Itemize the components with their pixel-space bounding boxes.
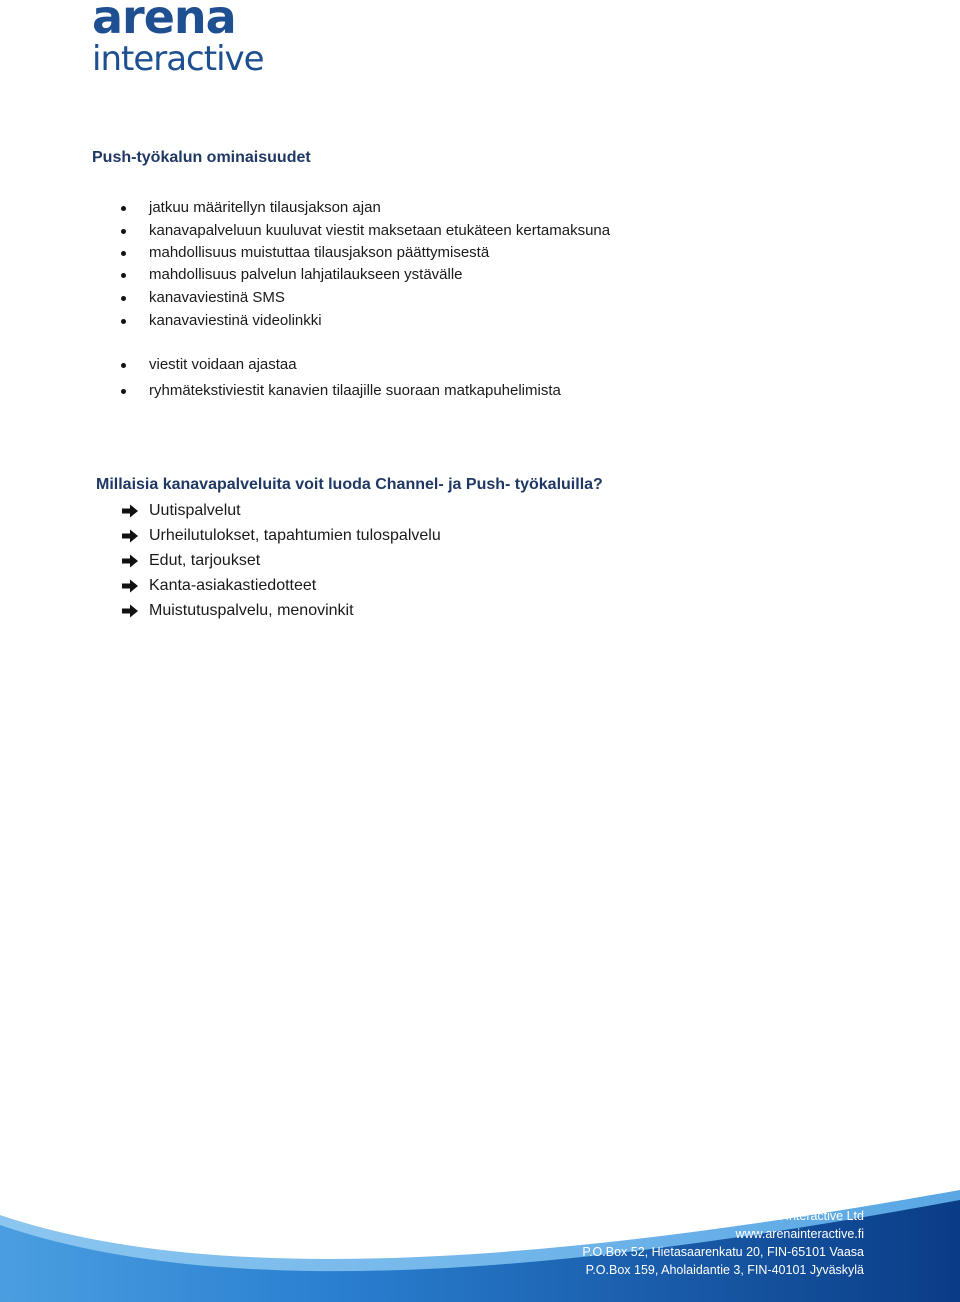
footer-address-jyvaskyla: P.O.Box 159, Aholaidantie 3, FIN-40101 Jyväskylä — [585, 1263, 864, 1277]
footer-website-link[interactable]: www.arenainteractive.fi — [735, 1227, 864, 1241]
list-item-text: viestit voidaan ajastaa — [149, 356, 297, 373]
list-item-text: Edut, tarjoukset — [149, 552, 261, 569]
list-item-text: mahdollisuus palvelun lahjatilaukseen ystävälle — [149, 266, 463, 283]
arrow-right-icon — [121, 527, 139, 545]
bullet-icon — [121, 319, 126, 324]
list-item-text: mahdollisuus muistuttaa tilausjakson päättymisestä — [149, 244, 490, 261]
footer-address-vaasa: P.O.Box 52, Hietasaarenkatu 20, FIN-65101 Vaasa — [582, 1245, 864, 1259]
arrow-right-icon — [121, 577, 139, 595]
list-item-text: kanavaviestinä videolinkki — [149, 312, 322, 329]
section-heading-push-features: Push-työkalun ominaisuudet — [92, 149, 311, 166]
arrow-right-icon — [121, 502, 139, 520]
arrow-right-icon — [121, 552, 139, 570]
list-item-text: Muistutuspalvelu, menovinkit — [149, 602, 354, 619]
company-logo — [92, 0, 262, 80]
bullet-icon — [121, 296, 126, 301]
list-item-text: Urheilutulokset, tapahtumien tulospalvelu — [149, 527, 441, 544]
logo-text-interactive: interactive — [92, 39, 264, 79]
bullet-icon — [121, 389, 126, 394]
list-item-text: kanavaviestinä SMS — [149, 289, 285, 306]
bullet-icon — [121, 206, 126, 211]
bullet-icon — [121, 229, 126, 234]
arrow-right-icon — [121, 602, 139, 620]
list-item-text: Uutispalvelut — [149, 502, 241, 519]
list-item-text: kanavapalveluun kuuluvat viestit maksetaan etukäteen kertamaksuna — [149, 222, 611, 239]
list-item-text: ryhmätekstiviestit kanavien tilaajille suoraan matkapuhelimista — [149, 382, 561, 399]
list-item-text: Kanta-asiakastiedotteet — [149, 577, 317, 594]
footer-company-name: Arena Interactive Ltd — [748, 1209, 864, 1223]
section-heading-service-types: Millaisia kanavapalveluita voit luoda Channel- ja Push- työkaluilla? — [96, 476, 603, 493]
logo-text-arena: arena — [92, 0, 236, 44]
bullet-icon — [121, 363, 126, 368]
list-item-text: jatkuu määritellyn tilausjakson ajan — [149, 199, 381, 216]
footer-contact-info — [582, 1207, 864, 1279]
bullet-icon — [121, 251, 126, 256]
bullet-icon — [121, 273, 126, 278]
